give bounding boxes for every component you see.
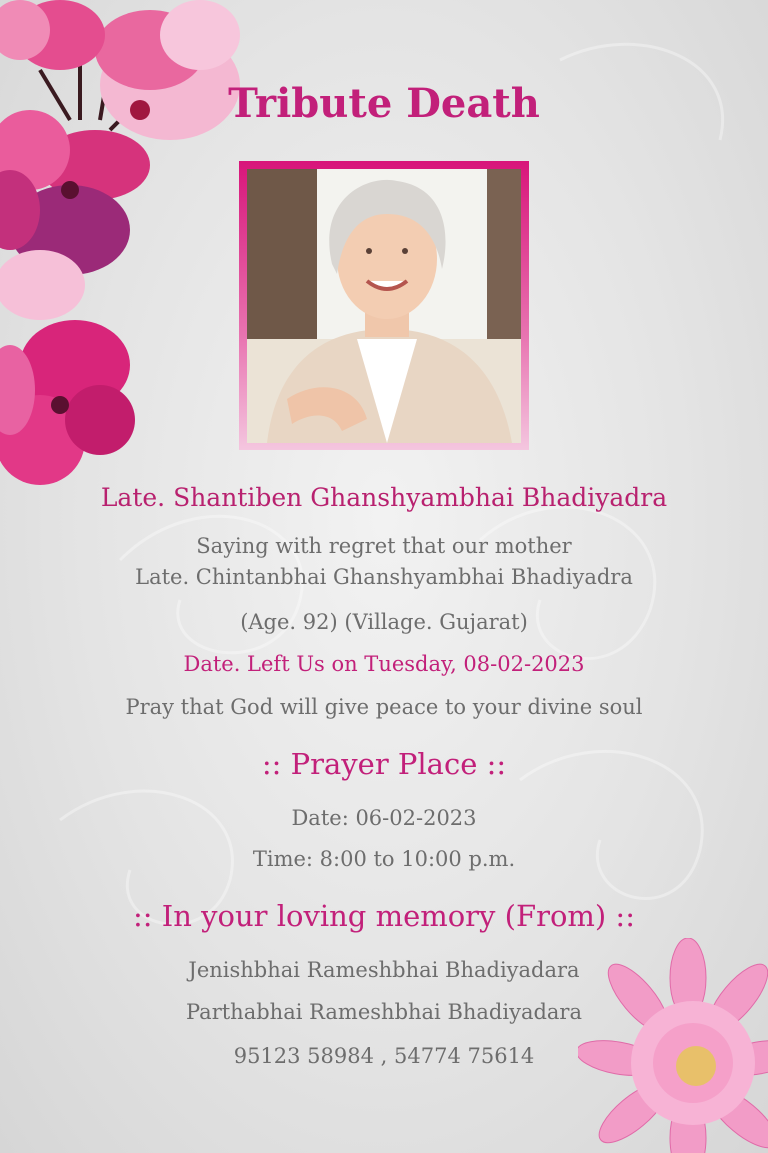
- prayer-date: Date: 06-02-2023: [291, 806, 477, 830]
- portrait-illustration: [247, 169, 521, 443]
- message-line-1: Saying with regret that our mother: [196, 534, 572, 558]
- deceased-name: Late. Shantiben Ghanshyambhai Bhadiyadra: [100, 483, 668, 512]
- memory-heading: :: In your loving memory (From) ::: [133, 899, 635, 933]
- pink-flower-cluster-top-left: [0, 0, 250, 500]
- age-village: (Age. 92) (Village. Gujarat): [240, 610, 528, 634]
- portrait-photo: [247, 169, 521, 443]
- prayer-time: Time: 8:00 to 10:00 p.m.: [252, 847, 516, 871]
- from-name-2: Parthabhai Rameshbhai Bhadiyadara: [186, 1000, 582, 1024]
- portrait-frame: [239, 161, 529, 450]
- prayer-place-heading: :: Prayer Place ::: [261, 747, 507, 781]
- prayer-line: Pray that God will give peace to your divine soul: [125, 695, 643, 719]
- message-line-2: Late. Chintanbhai Ghanshyambhai Bhadiyadra: [135, 565, 633, 589]
- phone-numbers: 95123 58984 , 54774 75614: [233, 1044, 535, 1068]
- date-left: Date. Left Us on Tuesday, 08-02-2023: [183, 652, 585, 676]
- from-name-1: Jenishbhai Rameshbhai Bhadiyadara: [188, 958, 580, 982]
- card-title: Tribute Death: [228, 80, 540, 127]
